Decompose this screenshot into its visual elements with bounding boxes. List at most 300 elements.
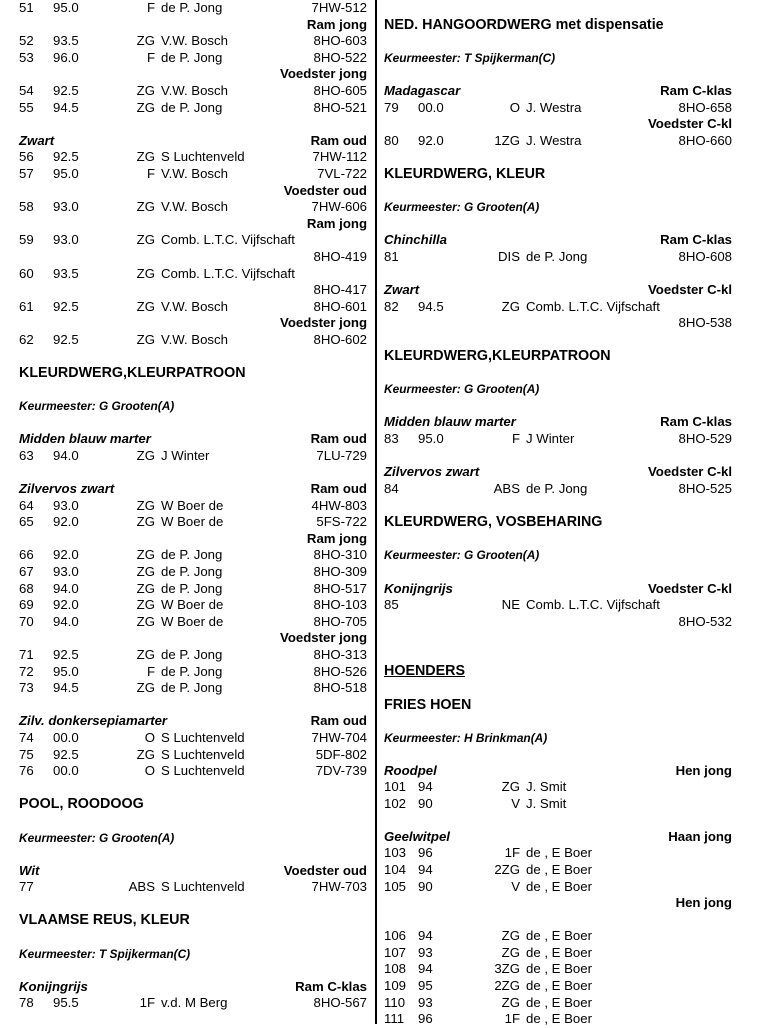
entry-breeder: J. Smit xyxy=(526,779,567,794)
judge-label: Keurmeester: T Spijkerman(C) xyxy=(19,947,191,961)
entry-points: 96 xyxy=(418,845,433,860)
entry-breeder: V.W. Bosch xyxy=(161,166,228,181)
entry-row xyxy=(384,597,732,614)
breed-color-name: Madagascar xyxy=(384,83,461,98)
class-label: Ram C-klas xyxy=(295,979,367,994)
entry-points: 95.0 xyxy=(53,0,79,15)
entry-points: 93 xyxy=(418,995,433,1010)
entry-row xyxy=(384,299,732,316)
entry-row xyxy=(19,33,367,50)
judge-row xyxy=(19,946,367,963)
section-heading xyxy=(19,365,367,382)
entry-predicate: ZG xyxy=(136,83,155,98)
entry-points: 96 xyxy=(418,1011,433,1026)
entry-predicate: 3ZG xyxy=(494,961,520,976)
class-label: Ram jong xyxy=(306,216,367,231)
entry-number: 82 xyxy=(384,299,399,314)
entry-breeder: de P. Jong xyxy=(161,0,223,15)
breed-row xyxy=(19,979,367,996)
entry-number: 81 xyxy=(384,249,399,264)
entry-ring-code: 8HO-419 xyxy=(313,249,367,264)
entry-predicate: V xyxy=(511,796,520,811)
entry-points: 94.5 xyxy=(53,100,79,115)
entry-predicate: 2ZG xyxy=(494,862,520,877)
entry-breeder: de , E Boer xyxy=(526,879,592,894)
entry-points: 94.0 xyxy=(53,614,79,629)
entry-number: 110 xyxy=(384,995,406,1010)
section-heading xyxy=(19,796,367,813)
judge-row xyxy=(19,830,367,847)
entry-points: 00.0 xyxy=(53,763,79,778)
entry-number: 109 xyxy=(384,978,407,993)
entry-ring-code: 8HO-526 xyxy=(313,664,367,679)
entry-row xyxy=(19,879,367,896)
entry-ring-code: 8HO-660 xyxy=(678,133,732,148)
entry-points: 94 xyxy=(418,862,433,877)
section-heading xyxy=(19,912,367,929)
section-title: KLEURDWERG,KLEURPATROON xyxy=(19,365,246,381)
entry-breeder: S Luchtenveld xyxy=(161,763,245,778)
breed-row xyxy=(19,713,367,730)
entry-predicate: ZG xyxy=(136,266,155,281)
judge-row xyxy=(384,381,732,398)
entry-number: 69 xyxy=(19,597,34,612)
class-label: Voedster oud xyxy=(283,863,367,878)
entry-row xyxy=(384,995,732,1012)
section-heading xyxy=(384,348,732,365)
entry-row xyxy=(19,498,367,515)
judge-row xyxy=(384,50,732,67)
entry-points: 92.5 xyxy=(53,83,79,98)
entry-number: 111 xyxy=(384,1011,405,1026)
entry-predicate: ZG xyxy=(136,100,155,115)
entry-predicate: ABS xyxy=(493,481,520,496)
entry-predicate: ZG xyxy=(136,299,155,314)
entry-predicate: V xyxy=(511,879,520,894)
entry-breeder: de , E Boer xyxy=(526,862,592,877)
entry-ring-code: 8HO-608 xyxy=(678,249,732,264)
entry-row xyxy=(19,332,367,349)
entry-row xyxy=(19,299,367,316)
entry-predicate: ZG xyxy=(501,299,520,314)
entry-predicate: ZG xyxy=(136,581,155,596)
entry-row xyxy=(19,282,367,299)
entry-number: 104 xyxy=(384,862,407,877)
entry-row xyxy=(384,879,732,896)
class-label: Ram C-klas xyxy=(660,232,732,247)
entry-breeder: J. Smit xyxy=(526,796,567,811)
entry-ring-code: 8HO-518 xyxy=(313,680,367,695)
class-label: Voedster C-kl xyxy=(647,116,732,131)
section-heading xyxy=(384,514,732,531)
class-label: Ram C-klas xyxy=(660,83,732,98)
entry-row xyxy=(19,747,367,764)
entry-number: 57 xyxy=(19,166,34,181)
judge-label: Keurmeester: H Brinkman(A) xyxy=(384,731,548,745)
entry-number: 77 xyxy=(19,879,34,894)
entry-predicate: ZG xyxy=(501,928,520,943)
entry-ring-code: 5FS-722 xyxy=(316,514,367,529)
section-title: KLEURDWERG, VOSBEHARING xyxy=(384,514,603,530)
entry-predicate: ZG xyxy=(136,149,155,164)
class-label: Ram oud xyxy=(310,481,367,496)
entry-breeder: W Boer de xyxy=(161,597,224,612)
class-label: Voedster jong xyxy=(280,66,367,81)
entry-row xyxy=(19,0,367,17)
entry-row xyxy=(19,995,367,1012)
entry-points: 92.5 xyxy=(53,149,79,164)
entry-number: 102 xyxy=(384,796,407,811)
entry-points: 94.0 xyxy=(53,581,79,596)
entry-row xyxy=(19,83,367,100)
class-row xyxy=(19,630,367,647)
entry-row xyxy=(19,647,367,664)
entry-number: 54 xyxy=(19,83,34,98)
section-title: POOL, ROODOOG xyxy=(19,796,144,812)
entry-predicate: 1F xyxy=(504,1011,520,1026)
class-label: Ram jong xyxy=(306,17,367,32)
entry-predicate: F xyxy=(146,166,155,181)
breed-color-name: Konijngrijs xyxy=(384,581,453,596)
class-label: Voedster C-kl xyxy=(647,581,732,596)
breed-color-name: Zilv. donkersepiamarter xyxy=(19,713,168,728)
entry-points: 00.0 xyxy=(53,730,79,745)
entry-number: 107 xyxy=(384,945,407,960)
entry-number: 70 xyxy=(19,614,34,629)
entry-row xyxy=(19,100,367,117)
entry-number: 68 xyxy=(19,581,34,596)
breed-row xyxy=(384,829,732,846)
entry-ring-code: 5DF-802 xyxy=(315,747,367,762)
entry-number: 66 xyxy=(19,547,34,562)
entry-ring-code: 8HO-310 xyxy=(313,547,367,562)
breed-color-name: Zwart xyxy=(19,133,55,148)
judge-label: Keurmeester: G Grooten(A) xyxy=(384,548,540,562)
entry-row xyxy=(19,680,367,697)
entry-number: 55 xyxy=(19,100,34,115)
entry-number: 84 xyxy=(384,481,399,496)
entry-points: 93 xyxy=(418,945,433,960)
class-label: Voedster oud xyxy=(283,183,367,198)
entry-number: 71 xyxy=(19,647,34,662)
entry-number: 64 xyxy=(19,498,34,513)
breed-color-name: Zilvervos zwart xyxy=(19,481,115,496)
entry-predicate: ZG xyxy=(136,498,155,513)
entry-points: 95.0 xyxy=(53,664,79,679)
entry-breeder: V.W. Bosch xyxy=(161,299,228,314)
entry-row xyxy=(19,547,367,564)
entry-number: 85 xyxy=(384,597,399,612)
entry-breeder: de P. Jong xyxy=(161,581,223,596)
entry-number: 83 xyxy=(384,431,399,446)
class-label: Voedster jong xyxy=(280,630,367,645)
entry-breeder: de , E Boer xyxy=(526,995,592,1010)
breed-row xyxy=(19,863,367,880)
entry-ring-code: 7DV-739 xyxy=(315,763,367,778)
entry-predicate: 1F xyxy=(504,845,520,860)
class-label: Voedster C-kl xyxy=(647,282,732,297)
judge-label: Keurmeester: T Spijkerman(C) xyxy=(384,51,556,65)
breed-row xyxy=(384,581,732,598)
entry-ring-code: 7HW-512 xyxy=(311,0,367,15)
entry-predicate: ABS xyxy=(128,879,155,894)
entry-row xyxy=(19,514,367,531)
entry-row xyxy=(19,763,367,780)
entry-ring-code: 8HO-522 xyxy=(313,50,367,65)
judge-label: Keurmeester: G Grooten(A) xyxy=(384,382,540,396)
entry-number: 76 xyxy=(19,763,34,778)
entry-points: 93.5 xyxy=(53,33,79,48)
entry-ring-code: 8HO-603 xyxy=(313,33,367,48)
section-title: VLAAMSE REUS, KLEUR xyxy=(19,912,190,928)
entry-breeder: J Winter xyxy=(161,448,210,463)
entry-predicate: ZG xyxy=(136,448,155,463)
entry-points: 92.0 xyxy=(53,514,79,529)
entry-row xyxy=(384,928,732,945)
entry-predicate: ZG xyxy=(136,680,155,695)
entry-row xyxy=(19,581,367,598)
entry-breeder: Comb. L.T.C. Vijfschaft xyxy=(161,232,295,247)
entry-ring-code: 8HO-658 xyxy=(678,100,732,115)
entry-ring-code: 8HO-309 xyxy=(313,564,367,579)
entry-predicate: ZG xyxy=(136,33,155,48)
entry-predicate: O xyxy=(144,763,155,778)
entry-points: 93.0 xyxy=(53,498,79,513)
entry-row xyxy=(19,597,367,614)
entry-number: 56 xyxy=(19,149,34,164)
entry-predicate: O xyxy=(144,730,155,745)
entry-ring-code: 8HO-532 xyxy=(678,614,732,629)
entry-breeder: Comb. L.T.C. Vijfschaft xyxy=(526,597,660,612)
entry-points: 93.0 xyxy=(53,564,79,579)
entry-predicate: ZG xyxy=(136,332,155,347)
entry-row xyxy=(384,100,732,117)
entry-points: 92.0 xyxy=(53,597,79,612)
breed-row xyxy=(384,232,732,249)
entry-row xyxy=(19,448,367,465)
entry-number: 51 xyxy=(19,0,34,15)
entry-number: 108 xyxy=(384,961,407,976)
class-row xyxy=(19,17,367,34)
entry-ring-code: 8HO-602 xyxy=(313,332,367,347)
entry-breeder: de P. Jong xyxy=(161,664,223,679)
entry-ring-code: 8HO-313 xyxy=(313,647,367,662)
entry-breeder: de P. Jong xyxy=(161,100,223,115)
category-heading xyxy=(384,663,732,680)
entry-ring-code: 8HO-517 xyxy=(313,581,367,596)
entry-ring-code: 7LU-729 xyxy=(316,448,367,463)
entry-number: 67 xyxy=(19,564,34,579)
entry-predicate: ZG xyxy=(501,995,520,1010)
class-row xyxy=(19,66,367,83)
column-divider xyxy=(375,0,377,1024)
left-column xyxy=(19,0,367,1024)
entry-predicate: ZG xyxy=(136,747,155,762)
entry-points: 93.0 xyxy=(53,232,79,247)
class-row xyxy=(19,315,367,332)
entry-ring-code: 8HO-601 xyxy=(313,299,367,314)
entry-row xyxy=(19,199,367,216)
entry-predicate: F xyxy=(511,431,520,446)
entry-predicate: O xyxy=(509,100,520,115)
entry-number: 79 xyxy=(384,100,399,115)
entry-row xyxy=(19,664,367,681)
entry-points: 95 xyxy=(418,978,433,993)
entry-predicate: ZG xyxy=(136,199,155,214)
entry-breeder: J. Westra xyxy=(526,100,582,115)
entry-row xyxy=(384,133,732,150)
judge-row xyxy=(384,730,732,747)
entry-points: 94.5 xyxy=(418,299,444,314)
class-label: Voedster jong xyxy=(280,315,367,330)
class-label: Ram C-klas xyxy=(660,414,732,429)
entry-points: 96.0 xyxy=(53,50,79,65)
entry-ring-code: 7VL-722 xyxy=(317,166,367,181)
class-label: Voedster C-kl xyxy=(647,464,732,479)
entry-number: 58 xyxy=(19,199,34,214)
entry-ring-code: 8HO-417 xyxy=(313,282,367,297)
entry-row xyxy=(19,614,367,631)
entry-predicate: F xyxy=(146,0,155,15)
entry-breeder: Comb. L.T.C. Vijfschaft xyxy=(161,266,295,281)
entry-row xyxy=(19,50,367,67)
breed-row xyxy=(384,464,732,481)
section-title: KLEURDWERG,KLEURPATROON xyxy=(384,348,611,364)
entry-points: 94.0 xyxy=(53,448,79,463)
section-heading xyxy=(384,697,732,714)
class-label: Hen jong xyxy=(675,763,732,778)
class-row xyxy=(19,216,367,233)
entry-points: 93.5 xyxy=(53,266,79,281)
breed-color-name: Zilvervos zwart xyxy=(384,464,480,479)
entry-row xyxy=(384,945,732,962)
entry-ring-code: 8HO-605 xyxy=(313,83,367,98)
section-title: FRIES HOEN xyxy=(384,697,472,713)
entry-number: 78 xyxy=(19,995,34,1010)
entry-row xyxy=(384,614,732,631)
entry-number: 62 xyxy=(19,332,34,347)
entry-breeder: S Luchtenveld xyxy=(161,747,245,762)
entry-predicate: DIS xyxy=(498,249,520,264)
breed-color-name: Midden blauw marter xyxy=(384,414,516,429)
class-row xyxy=(19,183,367,200)
entry-breeder: de P. Jong xyxy=(526,481,588,496)
entry-breeder: V.W. Bosch xyxy=(161,199,228,214)
entry-row xyxy=(19,730,367,747)
judge-label: Keurmeester: G Grooten(A) xyxy=(19,399,175,413)
entry-ring-code: 8HO-521 xyxy=(313,100,367,115)
entry-number: 60 xyxy=(19,266,34,281)
entry-number: 59 xyxy=(19,232,34,247)
entry-breeder: V.W. Bosch xyxy=(161,83,228,98)
entry-row xyxy=(19,149,367,166)
entry-breeder: de , E Boer xyxy=(526,945,592,960)
breed-row xyxy=(384,83,732,100)
entry-row xyxy=(19,266,367,283)
section-heading xyxy=(384,17,732,34)
entry-points: 95.0 xyxy=(418,431,444,446)
entry-predicate: ZG xyxy=(501,779,520,794)
entry-points: 92.5 xyxy=(53,747,79,762)
entry-predicate: 1F xyxy=(139,995,155,1010)
entry-ring-code: 8HO-538 xyxy=(678,315,732,330)
entry-row xyxy=(384,315,732,332)
class-label: Haan jong xyxy=(668,829,732,844)
entry-number: 53 xyxy=(19,50,34,65)
class-row xyxy=(384,116,732,133)
entry-breeder: J Winter xyxy=(526,431,575,446)
entry-breeder: de P. Jong xyxy=(161,50,223,65)
entry-predicate: ZG xyxy=(136,232,155,247)
entry-row xyxy=(384,862,732,879)
entry-points: 92.0 xyxy=(53,547,79,562)
breed-row xyxy=(19,481,367,498)
class-label: Ram oud xyxy=(310,431,367,446)
entry-number: 65 xyxy=(19,514,34,529)
entry-number: 106 xyxy=(384,928,407,943)
entry-points: 95.5 xyxy=(53,995,79,1010)
entry-ring-code: 8HO-567 xyxy=(313,995,367,1010)
entry-breeder: de P. Jong xyxy=(161,680,223,695)
entry-number: 103 xyxy=(384,845,407,860)
entry-breeder: S Luchtenveld xyxy=(161,730,245,745)
class-label: Ram oud xyxy=(310,713,367,728)
section-title: KLEURDWERG, KLEUR xyxy=(384,166,546,182)
entry-predicate: ZG xyxy=(136,514,155,529)
category-title: HOENDERS xyxy=(384,663,466,679)
entry-predicate: NE xyxy=(501,597,520,612)
entry-row xyxy=(19,564,367,581)
breed-color-name: Konijngrijs xyxy=(19,979,88,994)
class-label: Ram oud xyxy=(310,133,367,148)
entry-predicate: F xyxy=(146,664,155,679)
entry-ring-code: 8HO-705 xyxy=(313,614,367,629)
entry-row xyxy=(384,779,732,796)
entry-breeder: W Boer de xyxy=(161,498,224,513)
entry-ring-code: 7HW-703 xyxy=(311,879,367,894)
entry-ring-code: 7HW-704 xyxy=(311,730,367,745)
entry-points: 92.0 xyxy=(418,133,444,148)
entry-predicate: ZG xyxy=(501,945,520,960)
entry-number: 101 xyxy=(384,779,407,794)
entry-points: 92.5 xyxy=(53,299,79,314)
entry-breeder: v.d. M Berg xyxy=(161,995,228,1010)
entry-breeder: de , E Boer xyxy=(526,978,592,993)
entry-row xyxy=(384,481,732,498)
entry-breeder: V.W. Bosch xyxy=(161,33,228,48)
section-heading xyxy=(384,166,732,183)
entry-points: 94 xyxy=(418,779,433,794)
entry-number: 61 xyxy=(19,299,34,314)
entry-breeder: de , E Boer xyxy=(526,961,592,976)
breed-color-name: Geelwitpel xyxy=(384,829,450,844)
right-column xyxy=(384,0,732,1024)
entry-points: 92.5 xyxy=(53,332,79,347)
entry-breeder: de , E Boer xyxy=(526,928,592,943)
entry-breeder: J. Westra xyxy=(526,133,582,148)
breed-row xyxy=(19,133,367,150)
entry-predicate: 1ZG xyxy=(494,133,520,148)
entry-ring-code: 7HW-112 xyxy=(312,149,367,164)
entry-number: 80 xyxy=(384,133,399,148)
section-title: NED. HANGOORDWERG met dispensatie xyxy=(384,17,664,33)
entry-ring-code: 8HO-103 xyxy=(313,597,367,612)
entry-predicate: ZG xyxy=(136,564,155,579)
entry-row xyxy=(384,249,732,266)
entry-points: 00.0 xyxy=(418,100,444,115)
entry-number: 74 xyxy=(19,730,34,745)
breed-color-name: Zwart xyxy=(384,282,420,297)
